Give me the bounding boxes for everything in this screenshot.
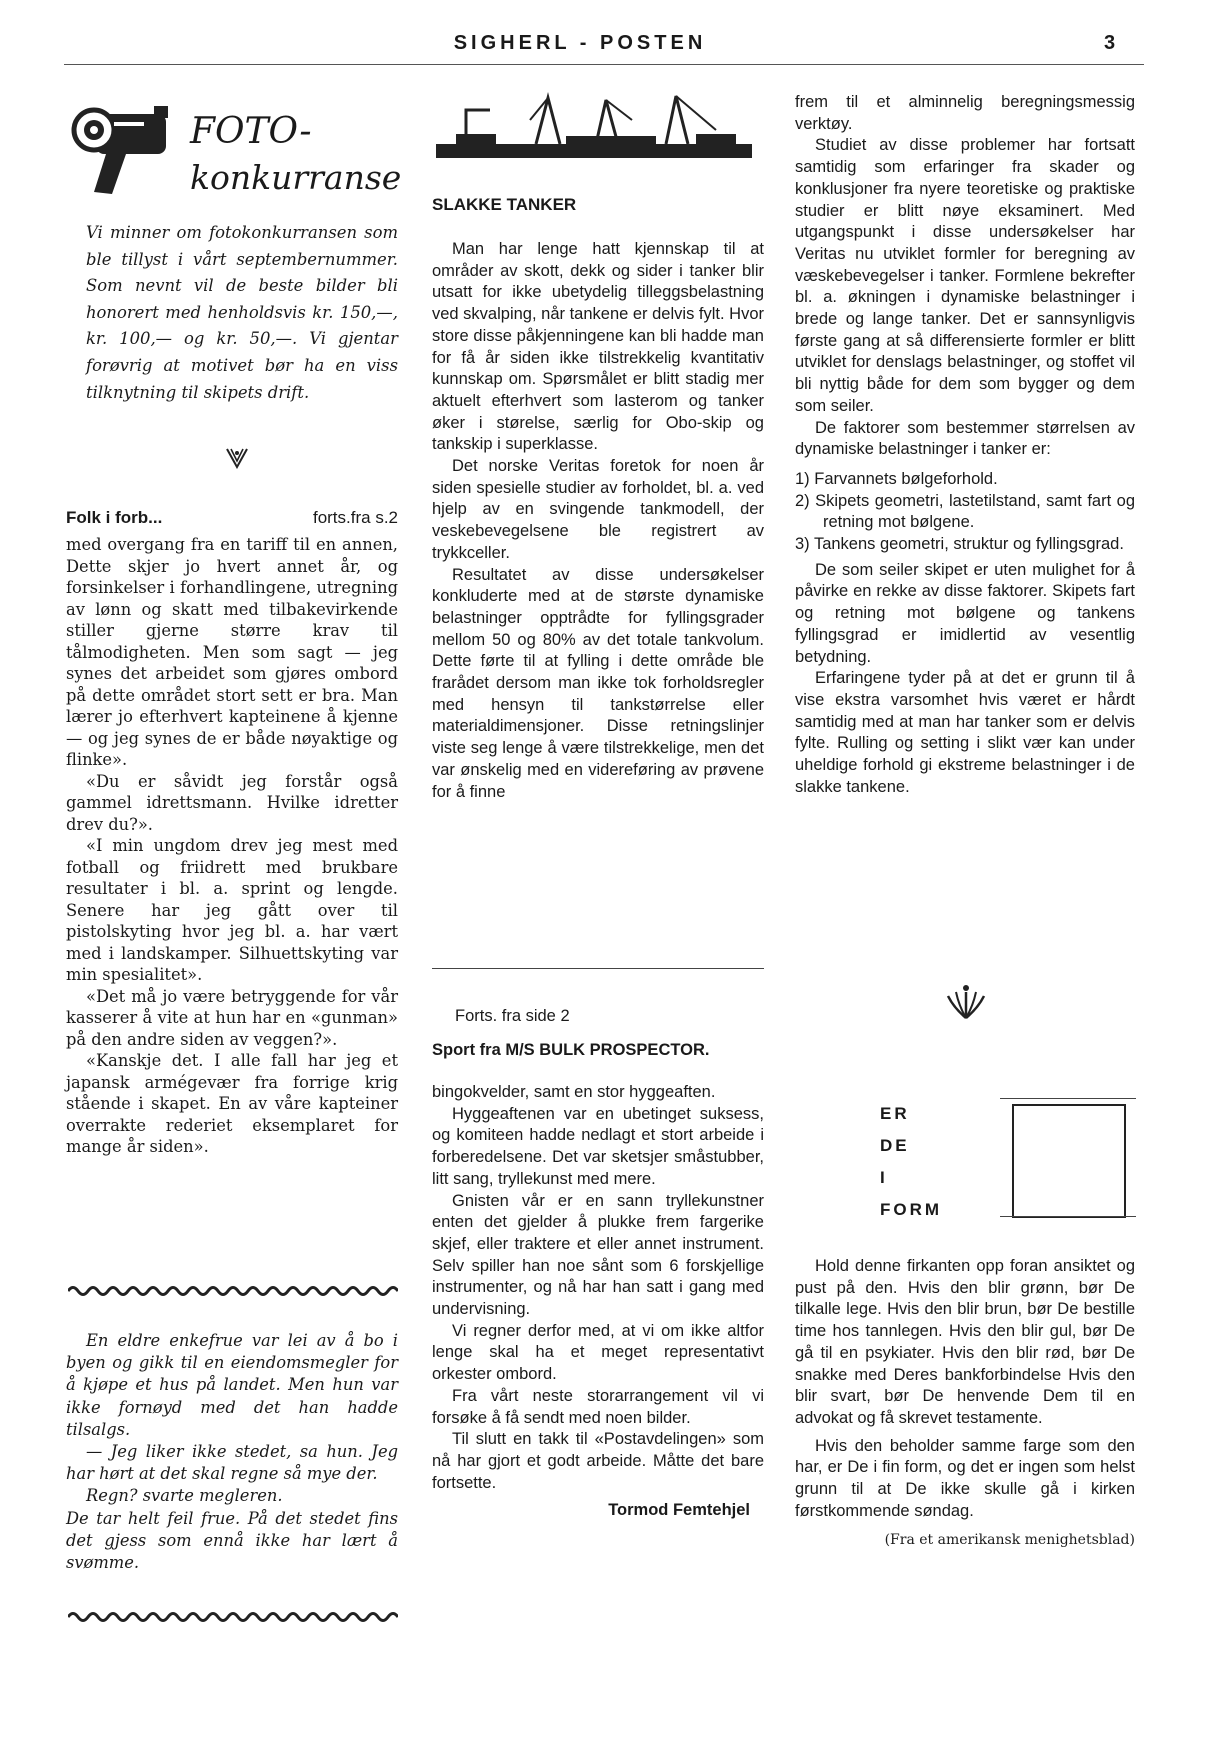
sport-signature: Tormod Femtehjel	[608, 1501, 750, 1520]
foto-body	[86, 220, 398, 406]
er-de-body	[795, 1256, 1135, 1552]
factor-list-item: 1) Farvannets bølgeforhold.	[795, 469, 998, 488]
folk-heading-row	[66, 508, 398, 528]
ornament-icon	[225, 447, 249, 469]
col3-paragraph: Erfaringene tyder på at det er grunn til å vise ekstra varsomhet hvis været er hårdt samtidig med at man har tanker som er delvis fylte. Rulling og setting i slikt vær kan under uheldige forhold gi ekstreme belastninger i de slakke tankene.	[795, 669, 1135, 796]
slakke-paragraph: Man har lenge hatt kjennskap til at områder av skott, dekk og sider i tanker blir utsatt for ikke ubetydelig tilleggsbelastning ved skvalping, når tankene er delvis fylt. Hvor store disse påkjenningene kan bli hadde man for få år siden ikke tilstrekkelig kvantitativ kunnskap om. Spørsmålet er blitt stadig mer aktuelt efterhvert som lasterom og tanker øker i størelse, særlig for Obo-skip og tankskip i superklasse.	[432, 240, 764, 454]
sport-paragraph: Til slutt en takk til «Postavdelingen» som nå har gjort et godt arbeide. Måtte det bare fortsette.	[432, 1430, 764, 1492]
col3-paragraph: Studiet av disse problemer har fortsatt samtidig som erfaringer fra skader og konklusjoner fra nyere teoretiske og praktiske studier er blitt nøye eksaminert. Med utgangspunkt i disse undersøkelser har Veritas nu utviklet formler for beregning av væskebevegelser i tanker. Formlene bekrefter bl. a. økningen i dynamiske belastninger i brede og lange tanker. Det er sannsynligvis første gang at så differensierte formler er blitt utviklet for denslags belastninger, og stoffet vil bli nyttig både for dem som bygger og dem som seiler.	[795, 136, 1135, 415]
anecdote-line: De tar helt feil frue. På det stedet fins det gjess som ennå ikke har lært å svømme.	[66, 1508, 398, 1573]
wavy-divider	[68, 1284, 398, 1298]
col3-paragraph: frem til et alminnelig beregningsmessig verktøy.	[795, 93, 1135, 133]
sport-paragraph: Gnisten vår er en sann tryllekunstner enten det gjelder å plukke frem fargerike skjef, eller traktere et eller annet instrument. Selv spiller han noe sånt som 6 forskjellige instrumenter, og nå har han satt i gang med undervisning.	[432, 1191, 764, 1319]
sport-heading: Sport fra M/S BULK PROSPECTOR.	[432, 1041, 710, 1059]
sport-heading-block	[432, 1040, 764, 1062]
factor-list-item: 2) Skipets geometri, lastetilstand, samt fart og retning mot bølgene.	[795, 491, 1135, 532]
page-number: 3	[1104, 32, 1116, 54]
box-top-rule	[1000, 1098, 1136, 1099]
slakke-body	[432, 239, 764, 803]
folk-paragraph: «I min ungdom drev jeg mest med fotball og friidrett med brukbare resultater i bl. a. sprint og lengde. Senere har jeg gått over til pistolskyting hvor jeg bl. a. har vært med i landskamper. Silhuettskyting var min spesialitet».	[66, 836, 398, 984]
slakke-paragraph: Det norske Veritas foretok for noen år siden spesielle studier av forholdet, bl. a. ved hjelp av en svingende tankmodell, der veskebevegelsene ble registrert av trykkceller.	[432, 457, 764, 562]
er-de-paragraph: Hvis den beholder samme farge som den har, er De i fin form, og det er ingen som helst grunn til at De ikke skulle gå i kirken førstkommende søndag.	[795, 1436, 1135, 1520]
sport-paragraph: Fra vårt neste storarrangement vil vi forsøke å få sendt med noen bilder.	[432, 1386, 764, 1427]
folk-heading: Folk i forb...	[66, 508, 163, 527]
folk-paragraph: med overgang fra en tariff til en annen, Dette skjer jo hvert annet år, og forsinkelser i forhandlingene, utregning av lønn og skatt med tilbakevirkende stiller gjerne større krav til tålmodigheten. Men som sagt — jeg synes det arbeidet som gjøres ombord på dette området stort sett er bra. Man lærer jo efterhvert kapteinene å kjenne — og jeg synes de er både nøyaktige og flinke».	[66, 535, 398, 769]
sport-body	[432, 1082, 764, 1522]
anecdote-line: — Jeg liker ikke stedet, sa hun. Jeg har hørt at det skal regne så mye der.	[66, 1442, 398, 1484]
folk-paragraph: «Kanskje det. I alle fall har jeg et japansk armégevær fra forrige krig stående i skapet. En av våre kapteiner overrakte rederiet eksemplaret for mange år siden».	[66, 1051, 398, 1156]
plant-ornament-icon	[944, 978, 988, 1022]
foto-subtitle: konkurranse	[190, 158, 402, 197]
factor-list	[795, 469, 1135, 556]
col3-paragraph: De faktorer som bestemmer størrelsen av dynamiske belastninger i tanker er:	[795, 418, 1135, 459]
folk-paragraph: «Det må jo være betryggende for vår kasserer å vite at hun har en «gunman» på den andre siden av veggen?».	[66, 986, 398, 1049]
anecdote-line: Regn? svarte megleren.	[86, 1486, 283, 1506]
factor-list-item: 3) Tankens geometri, struktur og fyllingsgrad.	[795, 535, 1124, 554]
slakke-paragraph: Resultatet av disse undersøkelser konkluderte med at de største dynamiske belastninger opptrådte for fyllingsgrader mellom 50 og 80% av det totale tankvolum. Dette førte til at fylling i dette område ble frarådet dersom man ikke tok forholdsregler med hensyn til tankstørrelse eller materialdimensjoner. Disse retningslinjer viste seg lenge å være tilstrekkelige, men det var ønskelig med en videreføring av prøvene for å finne	[432, 565, 764, 801]
sport-paragraph: bingokvelder, samt en stor hyggeaften.	[432, 1083, 716, 1101]
foto-body-text: Vi minner om fotokonkurransen som ble tillyst i vårt septembernummer. Som nevnt vil de beste bilder bli honorert med henholdsvis kr. 150,—, kr. 100,— og kr. 50,—. Vi gjentar forøvrig at motivet bør ha en viss tilknytning til skipets drift.	[86, 223, 398, 402]
wavy-divider	[68, 1610, 398, 1624]
er-de-word: FORM	[880, 1200, 943, 1219]
slakke-continued	[795, 92, 1135, 799]
box-bottom-rule	[1000, 1216, 1136, 1217]
slakke-heading: SLAKKE TANKER	[432, 195, 577, 214]
sport-paragraph: Hyggeaftenen var en ubetinget suksess, og komiteen hadde nedlagt et stort arbeide i forberedelsene. Det var sketsjer småstubber, litt sang, tryllekunst med mere.	[432, 1104, 764, 1188]
sport-paragraph: Vi regner derfor med, at vi om ikke altfor lenge skal ha et meget representativt orkester ombord.	[432, 1321, 764, 1384]
er-de-paragraph: Hold denne firkanten opp foran ansiktet og pust på den. Hvis den blir grønn, bør De tilkalle lege. Hvis den blir brun, bør De bestille time hos tannlegen. Hvis den blir gul, bør De gå til en psykiater. Hvis den blir rød, bør De snakke med Deres bankforbindelse Hvis den blir svart, bør De henvende Dem til en advokat og få skrevet testamente.	[795, 1257, 1135, 1427]
er-de-source: (Fra et amerikansk menighetsblad)	[884, 1532, 1135, 1549]
er-de-word: DE	[880, 1136, 910, 1155]
er-de-word: ER	[880, 1104, 910, 1123]
folk-continued-ref: forts.fra s.2	[312, 508, 398, 527]
camera-icon	[66, 100, 182, 200]
folk-paragraph: «Du er såvidt jeg forstår også gammel idrettsmann. Hvilke idretter drev du?».	[66, 771, 398, 834]
harbour-cranes-illustration	[436, 90, 752, 162]
page-header-title: SIGHERL - POSTEN	[453, 32, 707, 54]
er-de-word: I	[880, 1168, 888, 1187]
anecdote-line: En eldre enkefrue var lei av å bo i byen og gikk til en eiendomsmegler for å kjøpe et hus på landet. Men hun var ikke fornøyd med det han hadde tilsalgs.	[66, 1331, 398, 1439]
sport-ref: Forts. fra side 2	[455, 1007, 570, 1025]
folk-body	[66, 534, 398, 1158]
breath-test-square	[1012, 1104, 1126, 1218]
header-rule	[64, 64, 1144, 65]
col3-paragraph: De som seiler skipet er uten mulighet for å påvirke en rekke av disse faktorer. Skipets fart og retning mot bølgene og tankens fyllingsgrad er imidlertid av vesentlig betydning.	[795, 560, 1135, 666]
anecdote	[66, 1330, 398, 1574]
section-divider	[432, 968, 764, 969]
foto-title: FOTO-	[190, 111, 312, 152]
slakke-heading-block	[432, 194, 764, 216]
